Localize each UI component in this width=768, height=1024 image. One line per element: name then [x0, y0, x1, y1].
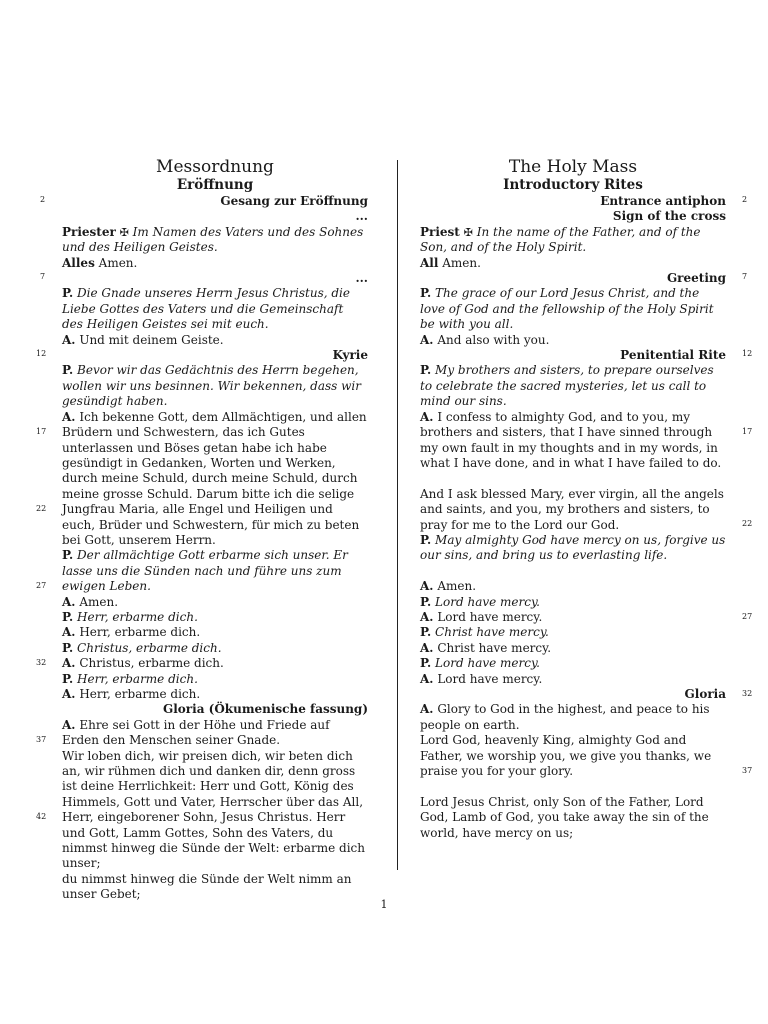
speaker-label: A.	[62, 625, 76, 640]
text-block	[420, 641, 726, 656]
speaker-label: A.	[420, 640, 434, 655]
priest-text: Lord have mercy.	[435, 594, 540, 609]
line-number: 7	[40, 272, 46, 281]
speaker-label: A.	[62, 332, 76, 347]
priest-text: Herr, erbarme dich.	[77, 609, 198, 624]
column-divider	[397, 160, 398, 870]
response-text: Christus, erbarme dich.	[79, 656, 224, 671]
priest-text: In the name of the Father, and of the Son, and of the Holy Spirit.	[420, 224, 701, 255]
text-block	[62, 363, 368, 409]
rubric-heading: Sign of the cross	[612, 209, 726, 224]
speaker-label: Priester	[62, 224, 116, 239]
text-block	[62, 548, 368, 594]
text-block	[420, 256, 726, 271]
page-number: 1	[380, 898, 388, 911]
response-text: Christ have mercy.	[437, 640, 552, 655]
line-number: 37	[742, 766, 753, 775]
rubric-heading: Gloria (Ökumenische fassung)	[163, 702, 368, 717]
text-block	[62, 225, 368, 256]
speaker-label: A.	[62, 717, 76, 732]
speaker-label: P.	[420, 625, 432, 640]
priest-text: Im Namen des Vaters und des Sohnes und des Heiligen Geistes.	[62, 224, 364, 255]
speaker-label: Priest	[420, 224, 460, 239]
speaker-label: A.	[420, 671, 434, 686]
page-title: The Holy Mass	[508, 157, 638, 177]
priest-text: Christ have mercy.	[435, 625, 549, 640]
response-text: Amen.	[98, 255, 138, 270]
rubric-heading: Gloria	[684, 686, 726, 701]
text-block	[420, 595, 726, 610]
line-number: 2	[40, 195, 46, 204]
gloria-text: Lord God, heavenly King, almighty God and Father, we worship you, we give you thanks, we praise you for your glory.	[420, 733, 712, 778]
speaker-label: A.	[62, 594, 76, 609]
speaker-label: P.	[420, 286, 432, 301]
speaker-label: P.	[62, 548, 74, 563]
text-block	[420, 410, 726, 472]
response-text: Und mit deinem Geiste.	[79, 332, 224, 347]
text-block	[62, 256, 368, 271]
speaker-label: P.	[420, 594, 432, 609]
text-block	[420, 225, 726, 256]
line-number: 37	[36, 735, 47, 744]
speaker-label: All	[420, 255, 439, 270]
text-block	[420, 672, 726, 687]
text-block	[62, 333, 368, 348]
speaker-label: A.	[62, 687, 76, 701]
speaker-label: Alles	[62, 255, 95, 270]
german-column	[62, 158, 368, 903]
speaker-label: P.	[62, 640, 74, 655]
priest-text: My brothers and sisters, to prepare ourselves to celebrate the sacred mysteries, let us call to mind our sins.	[420, 363, 714, 409]
text-block	[62, 610, 368, 625]
line-number: 2	[742, 195, 748, 204]
response-text: Glory to God in the highest, and peace to his people on earth.	[420, 702, 710, 732]
ellipsis: ...	[355, 209, 368, 224]
rubric-heading: Entrance antiphon	[600, 194, 726, 208]
gloria-text: Herr, eingeborener Sohn, Jesus Christus. Herr und Gott, Lamm Gottes, Sohn des Vaters, du nimmst hinweg die Sünde der Welt: erbarme dich unser;	[62, 810, 365, 871]
response-text: Amen.	[437, 579, 477, 594]
text-block	[420, 579, 726, 594]
priest-text: Der allmächtige Gott erbarme sich unser. Er lasse uns die Sünden nach und führe uns zum ewigen Leben.	[62, 548, 348, 594]
text-block	[62, 687, 368, 702]
priest-text: Herr, erbarme dich.	[77, 671, 198, 686]
speaker-label: P.	[62, 671, 74, 686]
cross-icon: ✠	[119, 225, 129, 239]
response-text: Amen.	[442, 255, 481, 270]
priest-text: Bevor wir das Gedächtnis des Herrn begehen, wollen wir uns besinnen. Wir bekennen, dass wir gesündigt haben.	[62, 363, 361, 409]
gloria-text: du nimmst hinweg die Sünde der Welt nimm an unser Gebet;	[62, 871, 352, 902]
text-block	[420, 533, 726, 564]
text-block	[420, 610, 726, 625]
rubric-heading: Kyrie	[332, 348, 368, 363]
response-text: Herr, erbarme dich.	[79, 687, 201, 701]
cross-icon: ✠	[463, 225, 473, 239]
section-title: Eröffnung	[176, 177, 254, 193]
response-text: Herr, erbarme dich.	[79, 625, 201, 640]
text-block	[420, 702, 726, 733]
speaker-label: P.	[62, 609, 74, 624]
line-number: 42	[36, 812, 47, 821]
response-text: I confess to almighty God, and to you, my brothers and sisters, that I have sinned through my own fault in my thoughts and in my words, in what I have done, and in what I have failed to do.	[420, 409, 722, 470]
priest-text: Die Gnade unseres Herrn Jesus Christus, die Liebe Gottes des Vaters und die Gemeinschaft des Heiligen Geistes sei mit euch.	[62, 286, 350, 332]
response-text: Lord have mercy.	[437, 671, 543, 686]
response-text: Lord have mercy.	[437, 609, 543, 624]
line-number: 12	[742, 349, 753, 358]
gloria-text: Wir loben dich, wir preisen dich, wir beten dich an, wir rühmen dich und danken dir, denn gross ist deine Herrlichkeit: Herr und Gott, König des Himmels, Gott und Vater, Herrscher über das All,	[62, 748, 364, 809]
speaker-label: A.	[62, 656, 76, 671]
text-block	[62, 718, 368, 749]
speaker-label: P.	[420, 656, 432, 671]
speaker-label: A.	[420, 332, 434, 347]
line-number: 17	[36, 427, 47, 436]
text-block	[420, 656, 726, 671]
speaker-label: A.	[420, 409, 434, 424]
speaker-label: A.	[420, 609, 434, 624]
text-block	[62, 410, 368, 549]
text-block	[420, 363, 726, 409]
speaker-label: P.	[62, 286, 74, 301]
priest-text: The grace of our Lord Jesus Christ, and the love of God and the fellowship of the Holy Spirit be with you all.	[420, 286, 714, 332]
line-number: 27	[36, 581, 47, 590]
text-block	[420, 286, 726, 332]
line-number: 7	[742, 272, 748, 281]
speaker-label: P.	[420, 363, 432, 378]
gloria-text: Lord Jesus Christ, only Son of the Father, Lord God, Lamb of God, you take away the sin of the world, have mercy on us;	[420, 794, 709, 840]
line-number: 32	[36, 658, 47, 667]
speaker-label: P.	[62, 363, 74, 378]
page-title: Messordnung	[156, 157, 274, 177]
ellipsis: ...	[355, 271, 368, 286]
rubric-heading: Greeting	[666, 271, 726, 286]
line-number: 32	[742, 689, 753, 698]
response-text: And also with you.	[437, 332, 550, 347]
priest-text: Lord have mercy.	[435, 656, 540, 671]
speaker-label: P.	[420, 532, 432, 547]
text-block	[420, 333, 726, 348]
line-number: 22	[742, 519, 753, 528]
text-block	[62, 656, 368, 671]
priest-text: May almighty God have mercy on us, forgive us our sins, and bring us to everlasting life.	[420, 532, 726, 563]
line-number: 17	[742, 427, 753, 436]
text-block	[62, 641, 368, 656]
speaker-label: A.	[420, 702, 434, 717]
line-number: 27	[742, 612, 753, 621]
speaker-label: A.	[62, 409, 76, 424]
rubric-heading: Penitential Rite	[620, 348, 726, 363]
response-text: Amen.	[79, 594, 119, 609]
rubric-heading: Gesang zur Eröffnung	[220, 194, 368, 208]
response-text: Ich bekenne Gott, dem Allmächtigen, und allen Brüdern und Schwestern, das ich Gutes unterlassen und Böses getan habe ich habe gesündigt in Gedanken, Worten und Werken, durch meine Schuld, durch meine Schuld, durch meine grosse Schuld. Darum bitte ich die selige Jungfrau Maria, alle Engel und Heiligen und euch, Brüder und Schwestern, für mich zu beten bei Gott, unserem Herrn.	[62, 409, 367, 547]
speaker-label: A.	[420, 579, 434, 594]
priest-text: Christus, erbarme dich.	[77, 640, 222, 655]
text-block	[62, 672, 368, 687]
text-block	[62, 286, 368, 332]
response-text: Ehre sei Gott in der Höhe und Friede auf Erden den Menschen seiner Gnade.	[62, 717, 330, 748]
text-block	[62, 595, 368, 610]
section-title: Introductory Rites	[503, 177, 643, 193]
response-text: And I ask blessed Mary, ever virgin, all the angels and saints, and you, my brothers and sisters, to pray for me to the Lord our God.	[420, 486, 724, 532]
english-column	[420, 158, 726, 841]
line-number: 12	[36, 349, 47, 358]
line-number: 22	[36, 504, 47, 513]
text-block	[62, 625, 368, 640]
text-block	[420, 625, 726, 640]
